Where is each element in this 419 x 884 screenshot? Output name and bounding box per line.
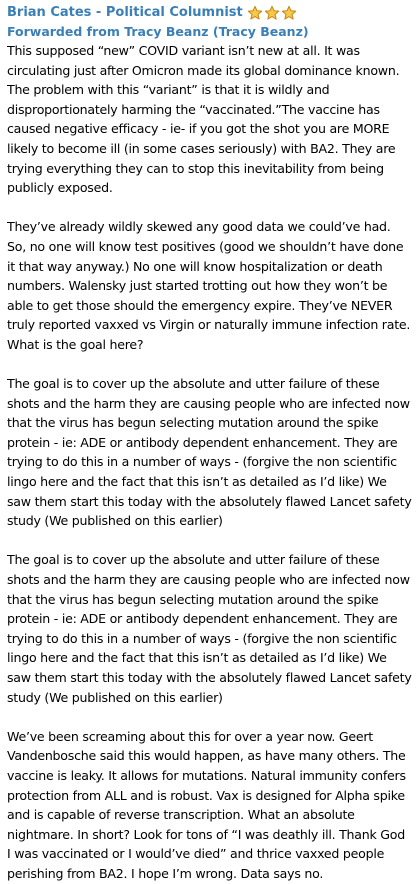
message-header — [7, 3, 412, 22]
author-name[interactable]: Brian Cates - Political Columnist — [7, 5, 243, 20]
message-paragraph: The goal is to cover up the absolute and utter failure of these shots and the harm they are causing people who are infected now that the virus has begun selecting mutation around the spike protein - ie: ADE or antibody dependent enhancement. They are trying to do this in a number of ways - (forgive the non scientific lingo here and the fact that this isn’t as detailed as I’d like) We saw them start this today with the absolutely flawed Lancet safety study (We published on this earlier) — [7, 552, 412, 705]
message-paragraph: This supposed “new” COVID variant isn’t new at all. It was circulating just after Omicron made its global dominance known. The problem with this “variant” is that it is wildly and disproportionately harming the “vaccinated.”The vaccine has caused negative efficacy - ie- if you got the shot you are MORE likely to become ill (in some cases seriously) with BA2. They are trying everything they can to stop this inevitability from being publicly exposed. — [7, 43, 400, 196]
forwarded-from-label[interactable]: Forwarded from Tracy Beanz (Tracy Beanz) — [7, 24, 309, 39]
message-paragraph: They’ve already wildly skewed any good data we could’ve had. So, no one will know test positives (good we shouldn’t have done it that way anyway.) No one will know hospitalization or death numbers. Walensky just started trotting out how they won’t be able to get those should the emergency expire. They’ve NEVER truly reported vaxxed vs Virgin or naturally immune infection rate. What is the goal here? — [7, 219, 411, 352]
author-badges — [247, 5, 297, 21]
star-icon — [247, 5, 263, 21]
star-icon — [281, 5, 297, 21]
star-icon — [264, 5, 280, 21]
message-paragraph: The goal is to cover up the absolute and utter failure of these shots and the harm they are causing people who are infected now that the virus has begun selecting mutation around the spike protein - ie: ADE or antibody dependent enhancement. They are trying to do this in a number of ways - (forgive the non scientific lingo here and the fact that this isn’t as detailed as I’d like) We saw them start this today with the absolutely flawed Lancet safety study (We published on this earlier) — [7, 376, 412, 529]
message-paragraph: We’ve been screaming about this for over a year now. Geert Vandenbosche said this would happen, as have many others. The vaccine is leaky. It allows for mutations. Natural immunity confers protection from ALL and is robust. Vax is designed for Alpha spike and is capable of reverse transcription. What an absolute nightmare. In short? Look for tons of “I was deathly ill. Thank God I was vaccinated or I would’ve died” and thrice vaxxed people perishing from BA2. I hope I’m wrong. Data says no. — [7, 728, 406, 881]
message-body — [7, 41, 412, 884]
